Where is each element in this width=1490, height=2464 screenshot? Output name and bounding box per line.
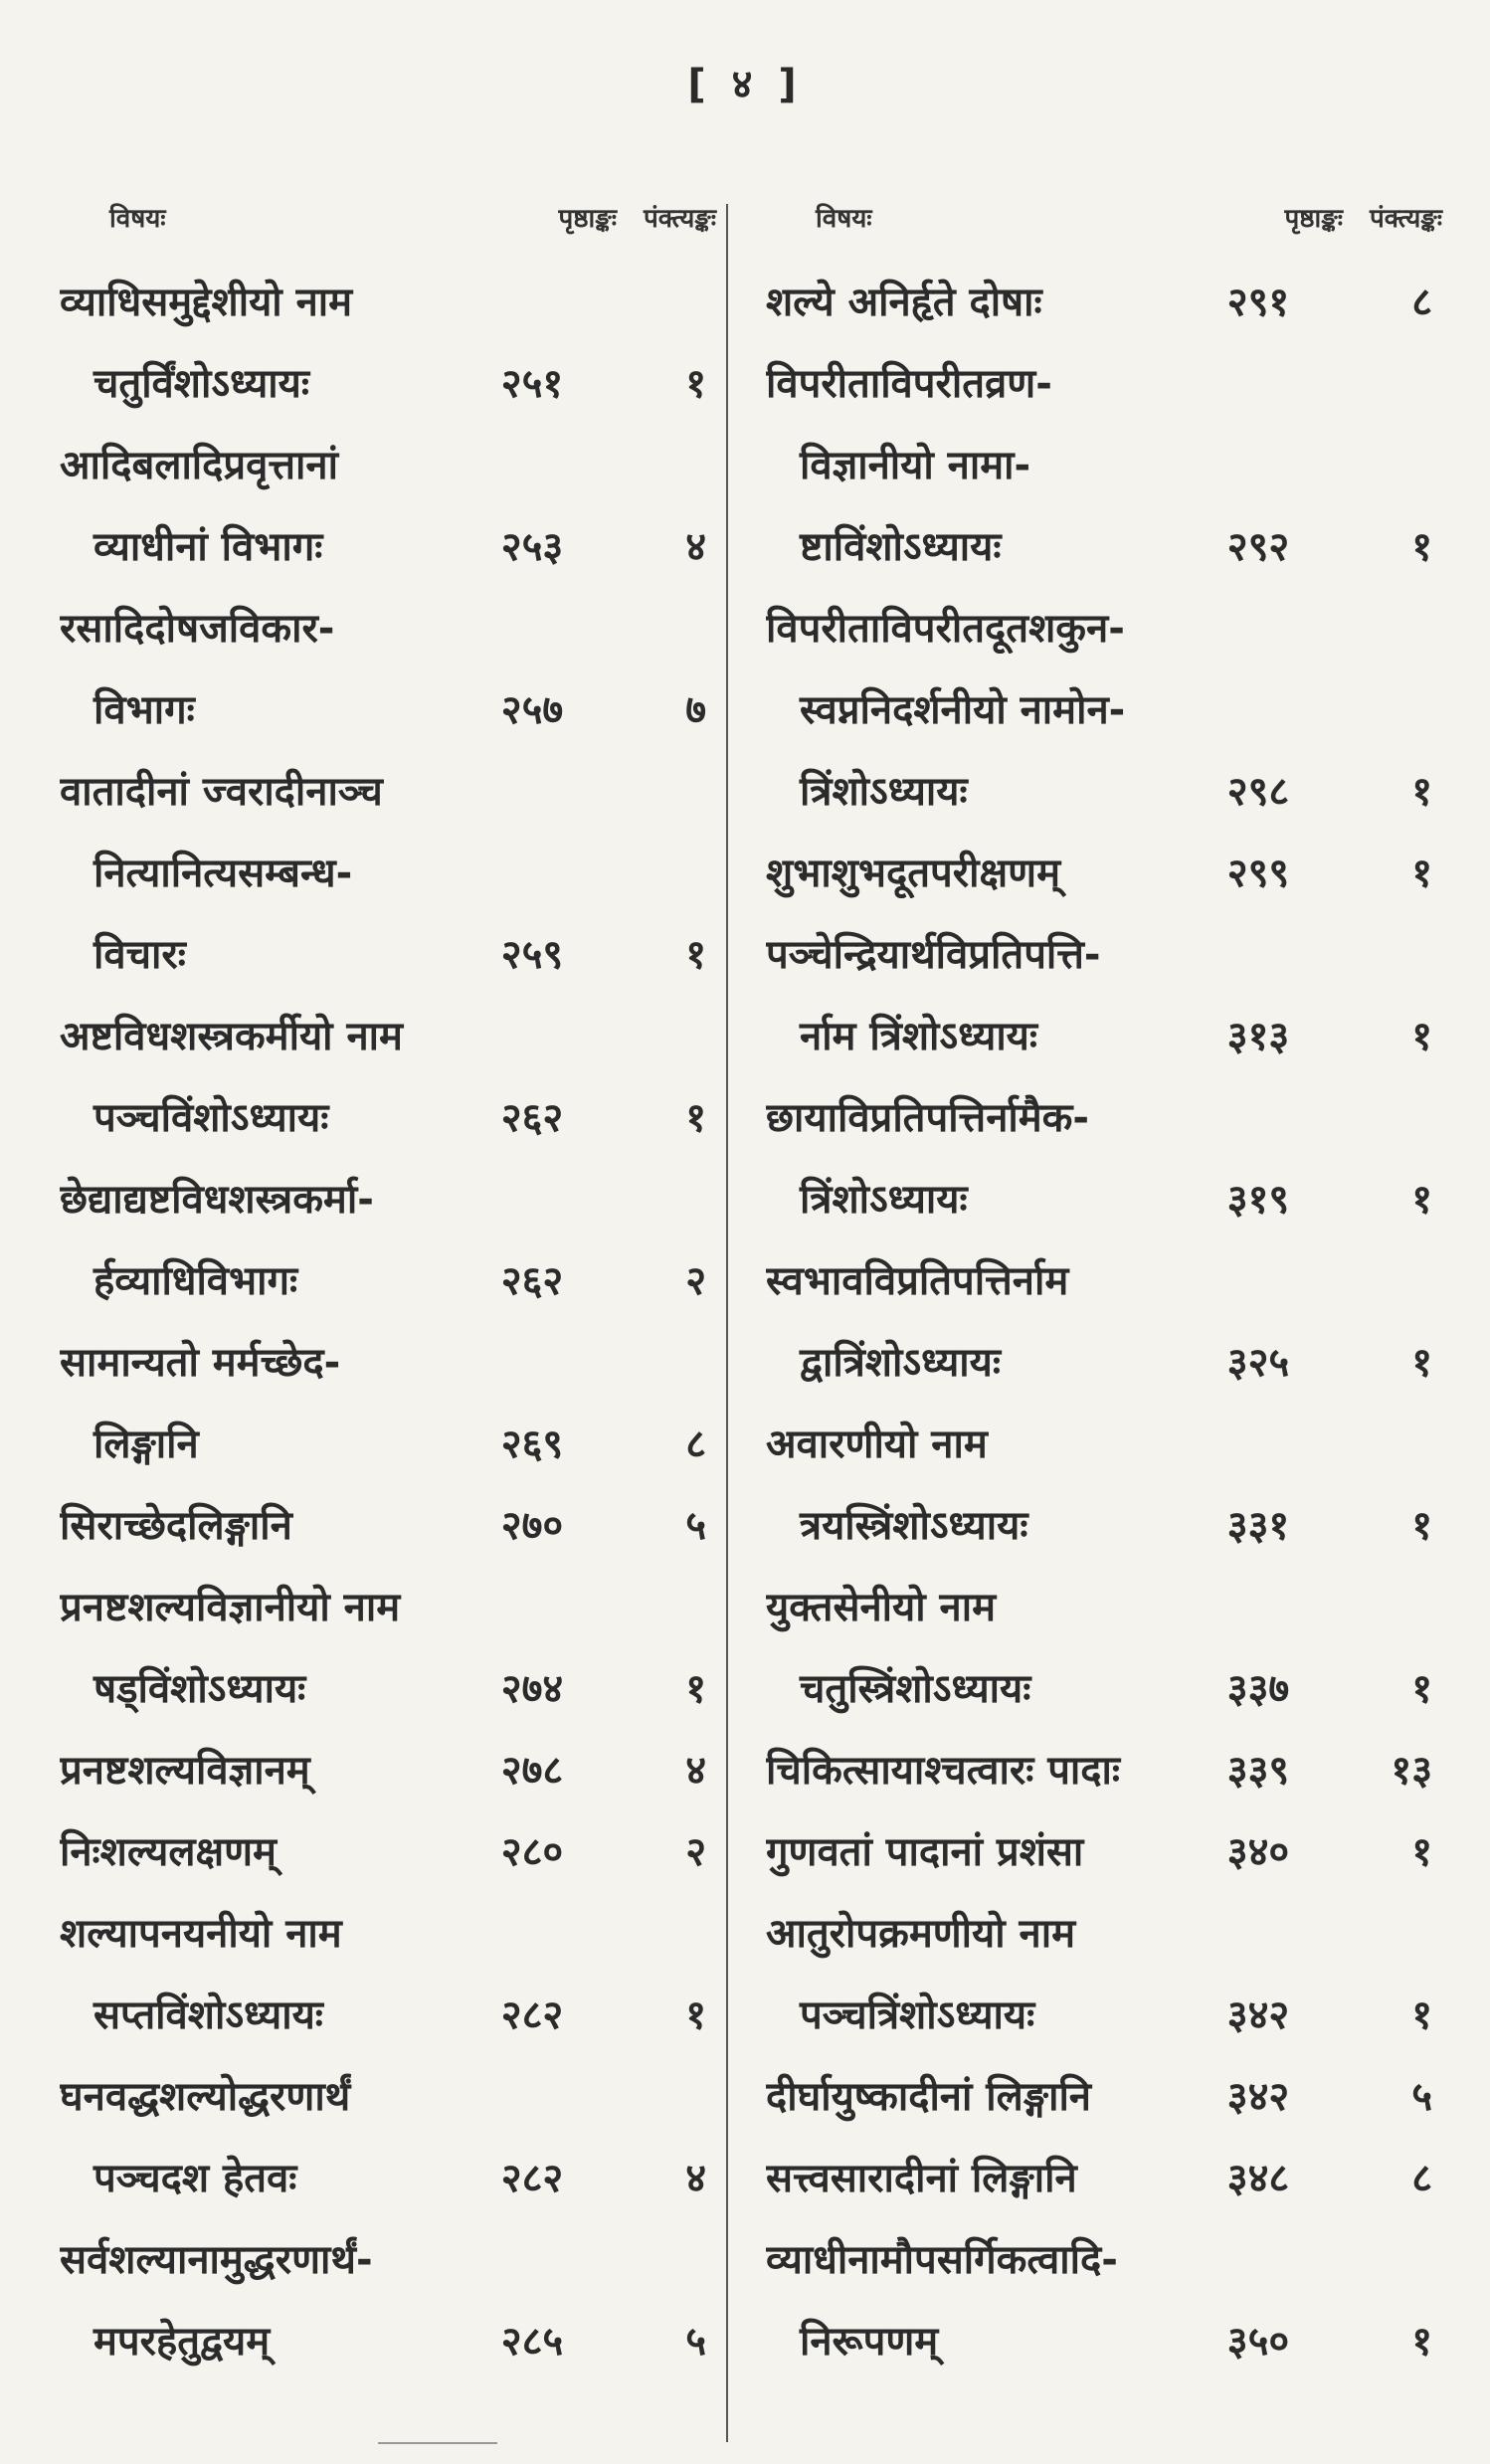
entry-line: १: [1411, 1013, 1432, 1059]
entry-line: ८: [1411, 2155, 1432, 2201]
entry-text: गुणवतां पादानां प्रशंसा: [766, 1828, 1084, 1875]
entry-text: विचारः: [93, 931, 186, 978]
entry-line: ४: [685, 1747, 706, 1794]
entry-text: घनवद्धशल्योद्धरणार्थं: [60, 2073, 351, 2120]
entry-page: २५९: [500, 931, 564, 978]
toc-entry: [766, 2135, 1442, 2216]
entry-text: छायाविप्रतिपत्तिर्नामैक-: [766, 1094, 1090, 1141]
toc-entry: [766, 1564, 1442, 1645]
toc-entry: [766, 340, 1442, 422]
entry-text: व्याधीनां विभागः: [93, 523, 323, 570]
entry-line: १: [1411, 1991, 1432, 2038]
toc-entry: [766, 2053, 1442, 2135]
toc-entry: [60, 1401, 716, 1482]
entry-line: २: [685, 1257, 706, 1304]
toc-entry: [60, 666, 716, 748]
toc-entry: [766, 422, 1442, 503]
entry-text: स्वप्ननिदर्शनीयो नामोन-: [800, 686, 1126, 733]
entry-text: पञ्चेन्द्रियार्थविप्रतिपत्ति-: [766, 931, 1101, 978]
toc-entry: [60, 1074, 716, 1156]
subject-heading: विषयः: [109, 204, 166, 234]
entry-page: २९२: [1226, 523, 1290, 570]
toc-entry: [766, 911, 1442, 993]
entry-text: षड्विंशोऽध्यायः: [93, 1665, 306, 1712]
left-entries: [60, 259, 716, 2379]
entry-page: २५१: [500, 360, 564, 407]
toc-entry: [766, 585, 1442, 666]
entry-text: शुभाशुभदूतपरीक्षणम्: [766, 850, 1060, 896]
entry-page: २७४: [500, 1665, 564, 1712]
toc-entry: [60, 1972, 716, 2053]
toc-entry: [766, 1890, 1442, 1972]
toc-entry: [60, 259, 716, 340]
toc-entry: [60, 911, 716, 993]
entry-page: ३४२: [1226, 2073, 1290, 2120]
entry-text: छेद्याद्यष्टविधशस्त्रकर्मा-: [60, 1176, 374, 1223]
entry-text: सिराच्छेदलिङ्गानि: [60, 1502, 292, 1549]
entry-text: युक्तसेनीयो नाम: [766, 1584, 997, 1630]
entry-page: २६२: [500, 1257, 564, 1304]
toc-entry: [766, 1237, 1442, 1319]
column-divider: [726, 204, 728, 2442]
entry-text: विज्ञानीयो नामा-: [800, 442, 1031, 488]
entry-text: सर्वशल्यानामुद्धरणार्थं-: [60, 2236, 373, 2283]
entry-text: लिङ्गानि: [93, 1421, 199, 1467]
entry-text: चतुस्त्रिंशोऽध्यायः: [800, 1665, 1031, 1712]
entry-page: ३४२: [1226, 1991, 1290, 2038]
toc-entry: [766, 993, 1442, 1074]
entry-line: १: [1411, 1502, 1432, 1549]
entry-text: निरूपणम्: [800, 2318, 939, 2365]
entry-page: २९९: [1226, 850, 1290, 896]
entry-text: र्हव्याधिविभागः: [93, 1257, 298, 1304]
entry-text: ष्टाविंशोऽध्यायः: [800, 523, 1002, 570]
entry-text: व्याधिसमुद्देशीयो नाम: [60, 279, 353, 325]
right-column: [766, 199, 1442, 2379]
toc-entry: [60, 1482, 716, 1564]
line-heading: पंक्त्यङ्कः: [1369, 204, 1442, 234]
entry-text: प्रनष्टशल्यविज्ञानम्: [60, 1747, 310, 1794]
toc-entry: [766, 830, 1442, 911]
toc-entry: [60, 585, 716, 666]
entry-page: २९१: [1226, 279, 1290, 325]
entry-line: १: [685, 1665, 706, 1712]
entry-line: ५: [685, 2318, 706, 2365]
entry-line: १: [1411, 850, 1432, 896]
toc-entry: [766, 1074, 1442, 1156]
entry-page: ३२५: [1226, 1339, 1290, 1386]
entry-line: १: [1411, 523, 1432, 570]
entry-page: २९८: [1226, 768, 1290, 815]
entry-page: ३१९: [1226, 1176, 1290, 1223]
entry-line: १: [1411, 1176, 1432, 1223]
toc-entry: [60, 340, 716, 422]
toc-entry: [60, 503, 716, 585]
entry-text: निःशल्यलक्षणम्: [60, 1828, 277, 1875]
entry-text: चिकित्सायाश्चत्वारः पादाः: [766, 1747, 1120, 1794]
toc-entry: [60, 1156, 716, 1237]
toc-entry: [60, 830, 716, 911]
entry-text: द्वात्रिंशोऽध्यायः: [800, 1339, 1001, 1386]
entry-line: २: [685, 1828, 706, 1875]
entry-text: पञ्चदश हेतवः: [93, 2155, 297, 2201]
toc-entry: [766, 748, 1442, 830]
entry-text: शल्ये अनिर्हृते दोषाः: [766, 279, 1042, 325]
entry-line: १: [685, 360, 706, 407]
line-heading: पंक्त्यङ्कः: [643, 204, 716, 234]
entry-page: ३४०: [1226, 1828, 1290, 1875]
entry-line: १: [685, 1991, 706, 2038]
toc-entry: [766, 1972, 1442, 2053]
entry-text: पञ्चत्रिंशोऽध्यायः: [800, 1991, 1035, 2038]
toc-entry: [766, 1156, 1442, 1237]
right-column-header: [766, 199, 1442, 259]
entry-text: रसादिदोषजविकार-: [60, 605, 335, 652]
entry-text: दीर्घायुष्कादीनां लिङ्गानि: [766, 2073, 1092, 2120]
toc-entry: [60, 2298, 716, 2379]
entry-page: ३३१: [1226, 1502, 1290, 1549]
entry-line: १: [1411, 1665, 1432, 1712]
page-heading: पृष्ठाङ्कः: [558, 204, 617, 234]
entry-line: ५: [685, 1502, 706, 1549]
entry-line: १: [1411, 2318, 1432, 2365]
toc-entry: [60, 422, 716, 503]
entry-page: २८२: [500, 2155, 564, 2201]
entry-text: शल्यापनयनीयो नाम: [60, 1910, 342, 1957]
entry-line: ५: [1411, 2073, 1432, 2120]
entry-text: विपरीताविपरीतदूतशकुन-: [766, 605, 1125, 652]
toc-entry: [766, 1482, 1442, 1564]
toc-entry: [766, 1808, 1442, 1890]
entry-text: विभागः: [93, 686, 195, 733]
entry-line: १: [1411, 768, 1432, 815]
entry-page: २५३: [500, 523, 564, 570]
entry-text: पञ्चविंशोऽध्यायः: [93, 1094, 329, 1141]
toc-entry: [60, 2135, 716, 2216]
toc-entry: [766, 2216, 1442, 2298]
entry-line: ४: [685, 2155, 706, 2201]
entry-text: आदिबलादिप्रवृत्तानां: [60, 442, 338, 488]
subject-heading: विषयः: [816, 204, 872, 234]
toc-entry: [766, 1319, 1442, 1401]
page-number: [ ४ ]: [687, 62, 803, 107]
entry-text: नित्यानित्यसम्बन्ध-: [93, 850, 353, 896]
toc-entry: [60, 1237, 716, 1319]
entry-text: व्याधीनामौपसर्गिकत्वादि-: [766, 2236, 1118, 2283]
entry-text: र्नाम त्रिंशोऽध्यायः: [800, 1013, 1037, 1059]
toc-entry: [766, 259, 1442, 340]
left-column: [60, 199, 716, 2379]
entry-line: १: [685, 931, 706, 978]
entry-line: ८: [1411, 279, 1432, 325]
entry-line: १: [1411, 1339, 1432, 1386]
entry-page: २८२: [500, 1991, 564, 2038]
toc-entry: [766, 2298, 1442, 2379]
entry-line: ४: [685, 523, 706, 570]
entry-page: ३३७: [1226, 1665, 1290, 1712]
entry-text: वातादीनां ज्वरादीनाञ्च: [60, 768, 383, 815]
entry-text: आतुरोपक्रमणीयो नाम: [766, 1910, 1076, 1957]
entry-text: स्वभावविप्रतिपत्तिर्नाम: [766, 1257, 1069, 1304]
entry-text: अष्टविधशस्त्रकर्मीयो नाम: [60, 1013, 403, 1059]
entry-page: २७०: [500, 1502, 564, 1549]
entry-page: ३१३: [1226, 1013, 1290, 1059]
page-heading: पृष्ठाङ्कः: [1284, 204, 1343, 234]
entry-line: ७: [685, 686, 706, 733]
toc-entry: [766, 1645, 1442, 1727]
toc-entry: [60, 2053, 716, 2135]
entry-line: १: [1411, 1828, 1432, 1875]
entry-text: त्रयस्त्रिंशोऽध्यायः: [800, 1502, 1028, 1549]
toc-entry: [60, 1808, 716, 1890]
toc-entry: [60, 1645, 716, 1727]
toc-entry: [766, 503, 1442, 585]
entry-page: ३४८: [1226, 2155, 1290, 2201]
entry-text: त्रिंशोऽध्यायः: [800, 1176, 968, 1223]
entry-page: २८०: [500, 1828, 564, 1875]
entry-text: सत्त्वसारादीनां लिङ्गानि: [766, 2155, 1077, 2201]
toc-entry: [60, 1890, 716, 1972]
entry-text: अवारणीयो नाम: [766, 1421, 988, 1467]
entry-text: सामान्यतो मर्मच्छेद-: [60, 1339, 341, 1386]
entry-page: २५७: [500, 686, 564, 733]
entry-page: ३५०: [1226, 2318, 1290, 2365]
entry-text: त्रिंशोऽध्यायः: [800, 768, 968, 815]
entry-page: २८५: [500, 2318, 564, 2365]
entry-page: २६२: [500, 1094, 564, 1141]
toc-entry: [60, 1727, 716, 1808]
left-column-header: [60, 199, 716, 259]
entry-page: २७८: [500, 1747, 564, 1794]
entry-line: १३: [1391, 1747, 1432, 1794]
toc-entry: [766, 1727, 1442, 1808]
toc-entry: [60, 1319, 716, 1401]
entry-text: सप्तविंशोऽध्यायः: [93, 1991, 323, 2038]
entry-text: प्रनष्टशल्यविज्ञानीयो नाम: [60, 1584, 401, 1630]
entry-text: चतुर्विंशोऽध्यायः: [93, 360, 309, 407]
entry-text: मपरहेतुद्वयम्: [93, 2318, 271, 2365]
entry-page: ३३९: [1226, 1747, 1290, 1794]
right-entries: [766, 259, 1442, 2379]
entry-text: विपरीताविपरीतव्रण-: [766, 360, 1052, 407]
entry-line: १: [685, 1094, 706, 1141]
toc-entry: [60, 2216, 716, 2298]
toc-entry: [60, 1564, 716, 1645]
entry-page: २६९: [500, 1421, 564, 1467]
toc-entry: [60, 993, 716, 1074]
toc-entry: [766, 1401, 1442, 1482]
toc-entry: [60, 748, 716, 830]
entry-line: ८: [685, 1421, 706, 1467]
toc-entry: [766, 666, 1442, 748]
scan-mark: [378, 2442, 497, 2444]
